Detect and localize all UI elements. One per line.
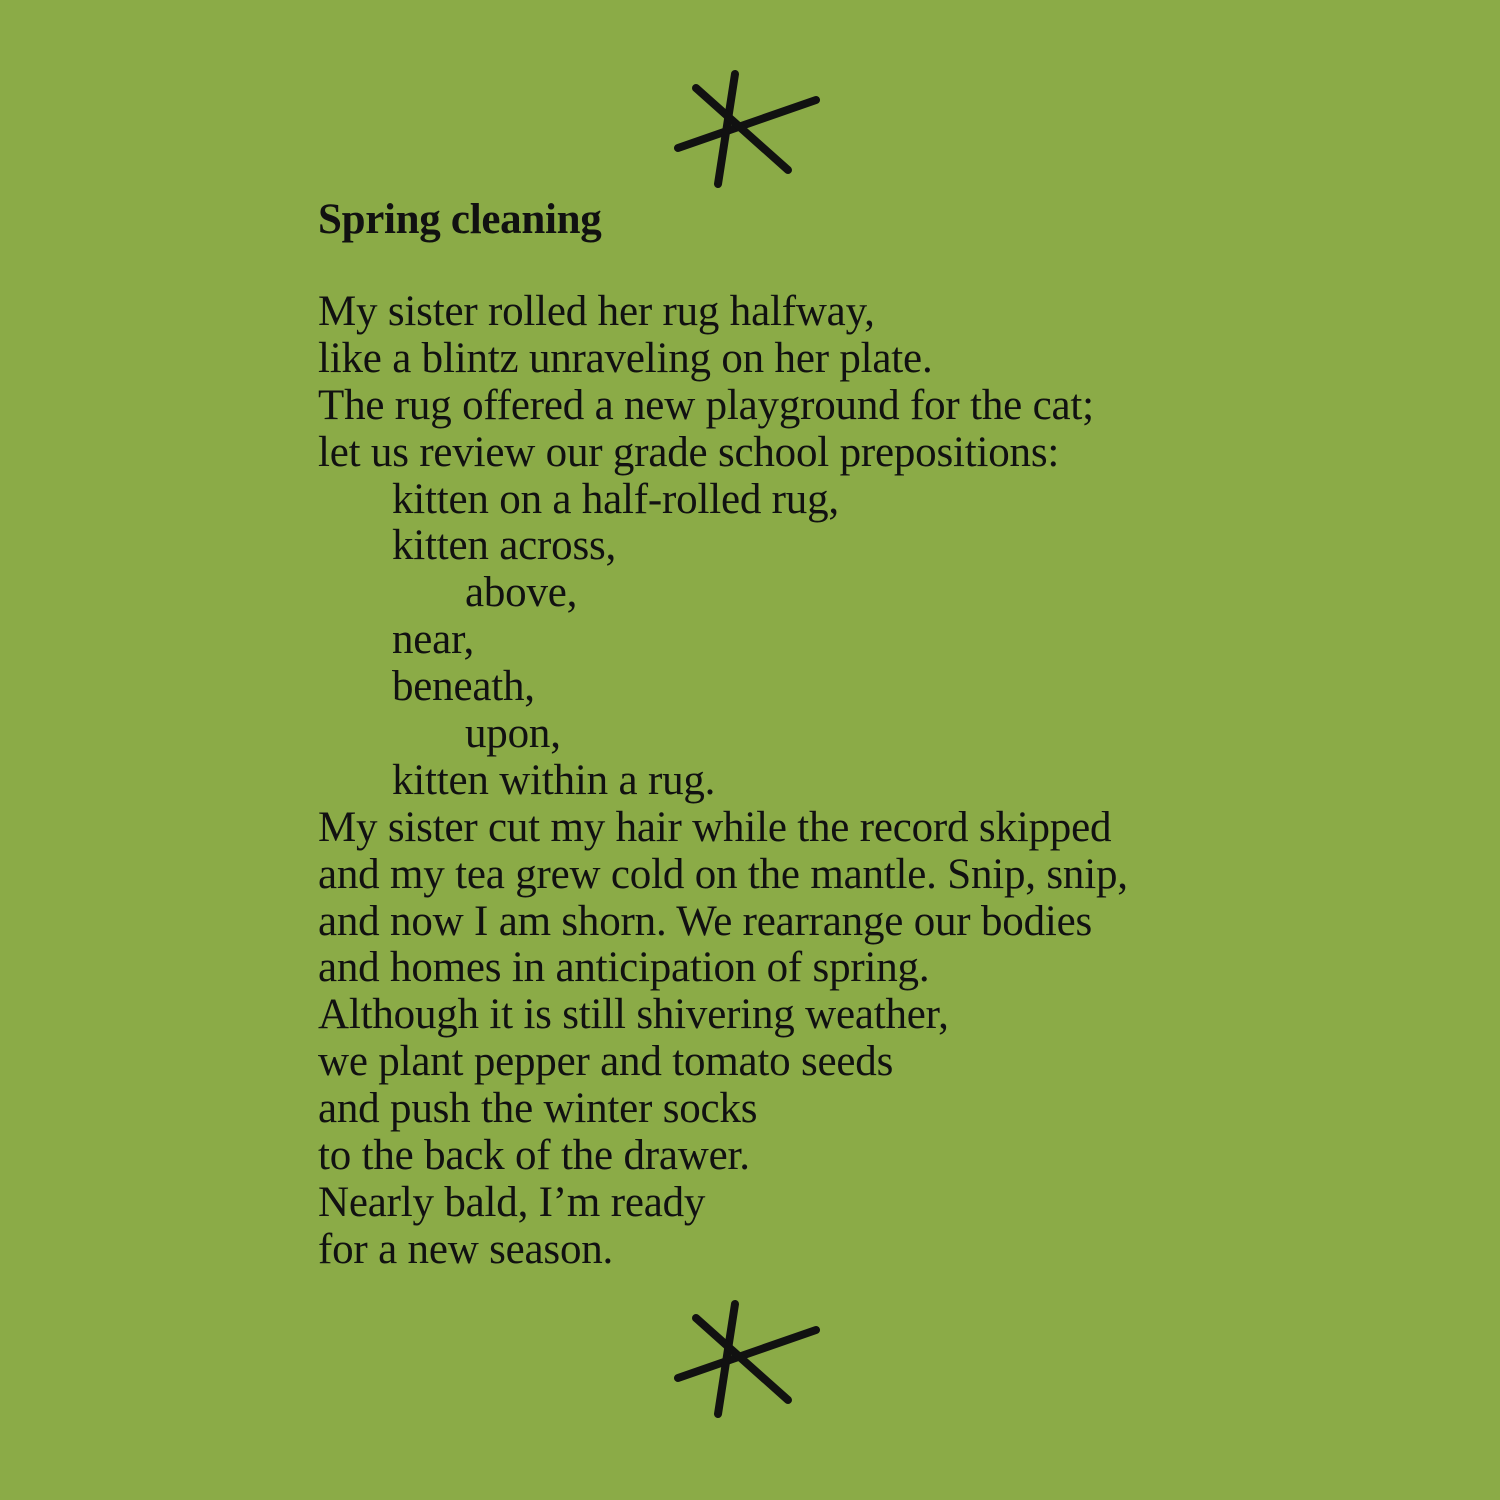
poem-line: let us review our grade school prepositions: [318,428,1060,476]
poem-line: Nearly bald, I’m ready [318,1178,706,1226]
poem-line: kitten on a half-rolled rug, [392,475,839,523]
poem-line: My sister cut my hair while the record skipped [318,803,1112,851]
poem-line: to the back of the drawer. [318,1132,750,1180]
poem-line: and now I am shorn. We rearrange our bodies [318,897,1093,945]
poem-line: My sister rolled her rug halfway, [318,288,875,335]
poem-body [318,289,1418,1274]
poem-line: for a new season. [318,1225,614,1273]
poem-line: like a blintz unraveling on her plate. [318,334,933,382]
poem-line: The rug offered a new playground for the cat; [318,381,1094,429]
asterisk-ornament-icon [670,1298,830,1422]
poem-line: and homes in anticipation of spring. [318,944,930,992]
poem-line: Although it is still shivering weather, [318,991,949,1039]
poem-line: and my tea grew cold on the mantle. Snip, snip, [318,850,1128,898]
poem-line: near, [392,616,475,664]
poem-line: upon, [465,710,561,758]
poem-line: beneath, [392,663,535,711]
poem-line: we plant pepper and tomato seeds [318,1038,894,1086]
asterisk-ornament-icon [670,68,830,192]
poem-line: kitten within a rug. [392,756,716,804]
poem-line: and push the winter socks [318,1085,758,1133]
poem-title: Spring cleaning [318,196,602,243]
poem-line: kitten across, [392,522,617,570]
poem-line: above, [465,569,578,617]
